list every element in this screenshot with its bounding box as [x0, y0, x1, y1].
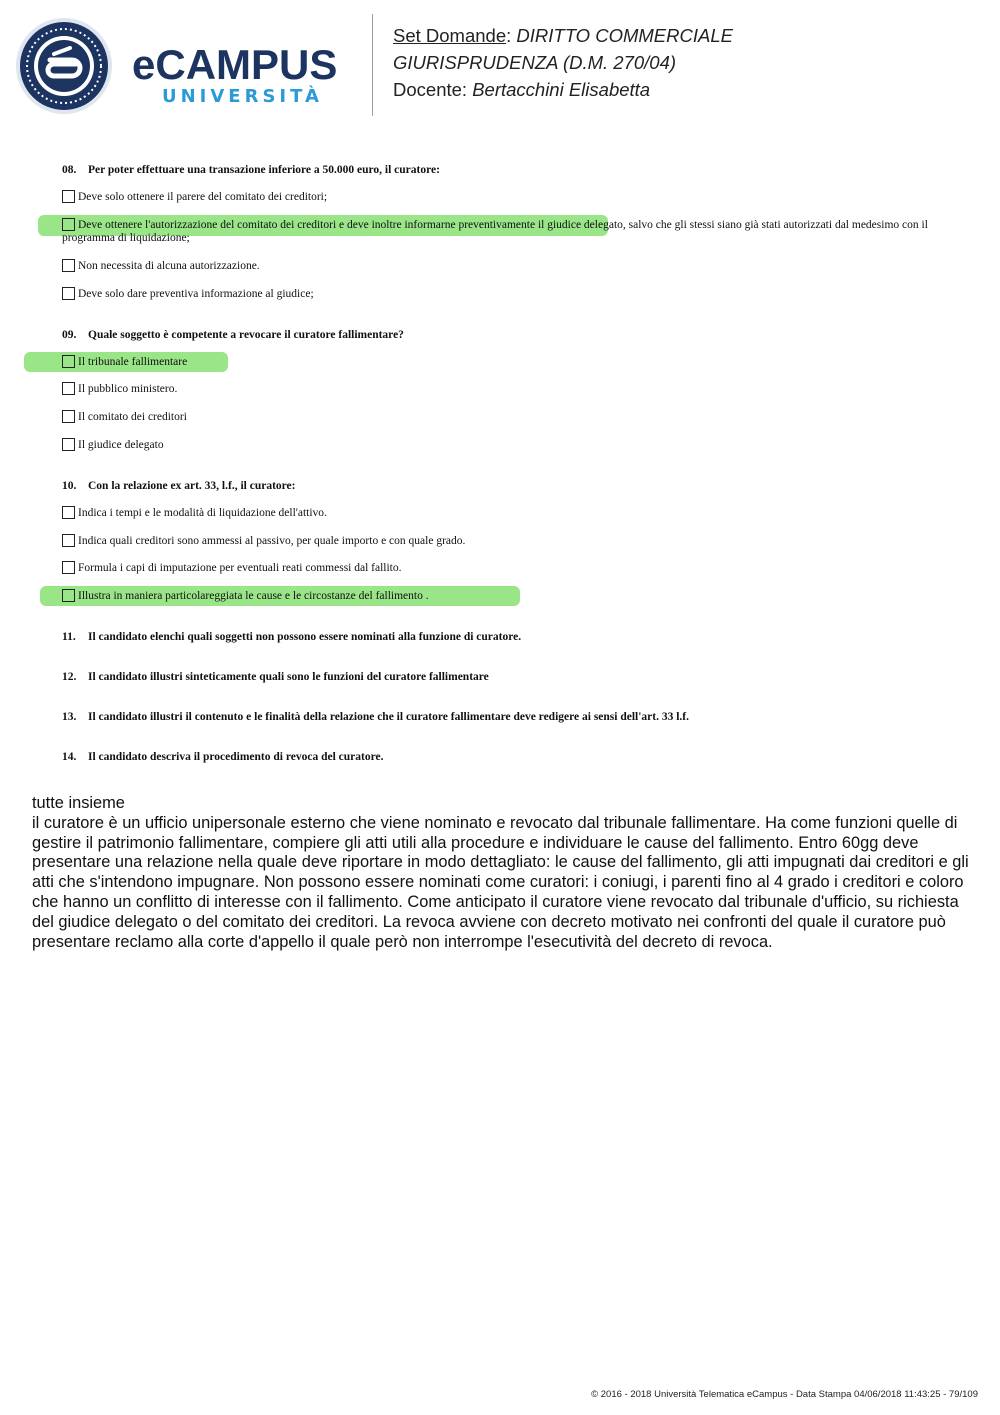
answer-option[interactable]: Indica quali creditori sono ammessi al passivo, per quale importo e con quale grado.: [62, 534, 465, 548]
teacher-name: Bertacchini Elisabetta: [472, 79, 651, 100]
answer-option[interactable]: Non necessita di alcuna autorizzazione.: [62, 259, 260, 273]
teacher-line: [393, 76, 733, 103]
question-title: 10. Con la relazione ex art. 33, l.f., il curatore:: [62, 480, 296, 492]
answer-option[interactable]: Formula i capi di imputazione per eventuali reati commessi dal fallito.: [62, 561, 402, 575]
teacher-label: Docente:: [393, 79, 468, 100]
set-label: Set Domande: [393, 25, 507, 46]
question-title: 12. Il candidato illustri sinteticamente quali sono le funzioni del curatore fallimentare: [62, 671, 489, 683]
answer-option[interactable]: Deve solo dare preventiva informazione al giudice;: [62, 287, 314, 301]
question-title: 14. Il candidato descriva il procedimento di revoca del curatore.: [62, 751, 384, 763]
header-divider: [372, 14, 373, 116]
checkbox[interactable]: [62, 561, 75, 574]
header-info: [393, 22, 733, 103]
answer-heading: tutte insieme: [32, 794, 125, 812]
answer-option[interactable]: Deve ottenere l'autorizzazione del comitato dei creditori e deve inoltre informarne preventivamente il giudice delegato, salvo che gli stessi siano già stati autorizzati dal medesimo con il programma di liquidazione;: [62, 219, 928, 244]
answer-option[interactable]: Il tribunale fallimentare: [62, 355, 187, 369]
answer-option[interactable]: Il comitato dei creditori: [62, 410, 187, 424]
question-title: 11. Il candidato elenchi quali soggetti non possono essere nominati alla funzione di curatore.: [62, 631, 522, 643]
answer-option[interactable]: Il pubblico ministero.: [62, 382, 177, 396]
checkbox[interactable]: [62, 382, 75, 395]
checkbox[interactable]: [62, 218, 75, 231]
course-value: GIURISPRUDENZA (D.M. 270/04): [393, 52, 677, 73]
answer-option[interactable]: Illustra in maniera particolareggiata le cause e le circostanze del fallimento .: [62, 589, 429, 603]
set-value: DIRITTO COMMERCIALE: [516, 25, 733, 46]
question-title: 13. Il candidato illustri il contenuto e le finalità della relazione che il curatore fallimentare deve redigere ai sensi dell'art. 33 l.f.: [62, 711, 690, 723]
checkbox[interactable]: [62, 410, 75, 423]
checkbox[interactable]: [62, 438, 75, 451]
page-footer: © 2016 - 2018 Università Telematica eCampus - Data Stampa 04/06/2018 11:43:25 - 79/109: [591, 1389, 978, 1400]
checkbox[interactable]: [62, 534, 75, 547]
university-seal-icon: [14, 16, 114, 116]
answer-option[interactable]: Il giudice delegato: [62, 438, 164, 452]
answer-body: il curatore è un ufficio unipersonale esterno che viene nominato e revocato dal tribunale fallimentare. Ha come funzioni quelle di gestire il patrimonio fallimentare, compiere gli atti utili alla procedure e individuare le cause del fallimento. Entro 60gg deve presentare una relazione nella quale deve riportare in modo dettagliato: le cause del fallimento, gli atti impugnati dai creditori e gli atti che s'intendono impugnare. Non possono essere nominati come curatori: i coniugi, i parenti fino al 4 grado i creditori e coloro che hanno un conflitto di interesse con il fallimento. Come anticipato il curatore viene revocato dal tribunale d'ufficio, su richiesta del giudice delegato o del comitato dei creditori. La revoca avviene con decreto motivato nei confronti del quale il curatore può presentare reclamo alla corte d'appello il quale però non interrompe l'esecutività del decreto di revoca.: [32, 813, 969, 951]
ecampus-logo: [14, 14, 359, 119]
checkbox[interactable]: [62, 287, 75, 300]
checkbox[interactable]: [62, 506, 75, 519]
logo-subtitle: UNIVERSITÀ: [162, 86, 323, 107]
answer-option[interactable]: Deve solo ottenere il parere del comitato dei creditori;: [62, 190, 327, 204]
question-title: 09. Quale soggetto è competente a revocare il curatore fallimentare?: [62, 329, 404, 341]
checkbox[interactable]: [62, 190, 75, 203]
course-line: [393, 49, 733, 76]
set-line: Set Domande: DIRITTO COMMERCIALE: [393, 25, 733, 46]
answer-option[interactable]: Indica i tempi e le modalità di liquidazione dell'attivo.: [62, 506, 327, 520]
checkbox[interactable]: [62, 589, 75, 602]
checkbox[interactable]: [62, 355, 75, 368]
question-title: 08. Per poter effettuare una transazione inferiore a 50.000 euro, il curatore:: [62, 164, 440, 176]
logo-wordmark: eCAMPUS: [132, 41, 338, 88]
checkbox[interactable]: [62, 259, 75, 272]
student-answer: [32, 794, 980, 952]
